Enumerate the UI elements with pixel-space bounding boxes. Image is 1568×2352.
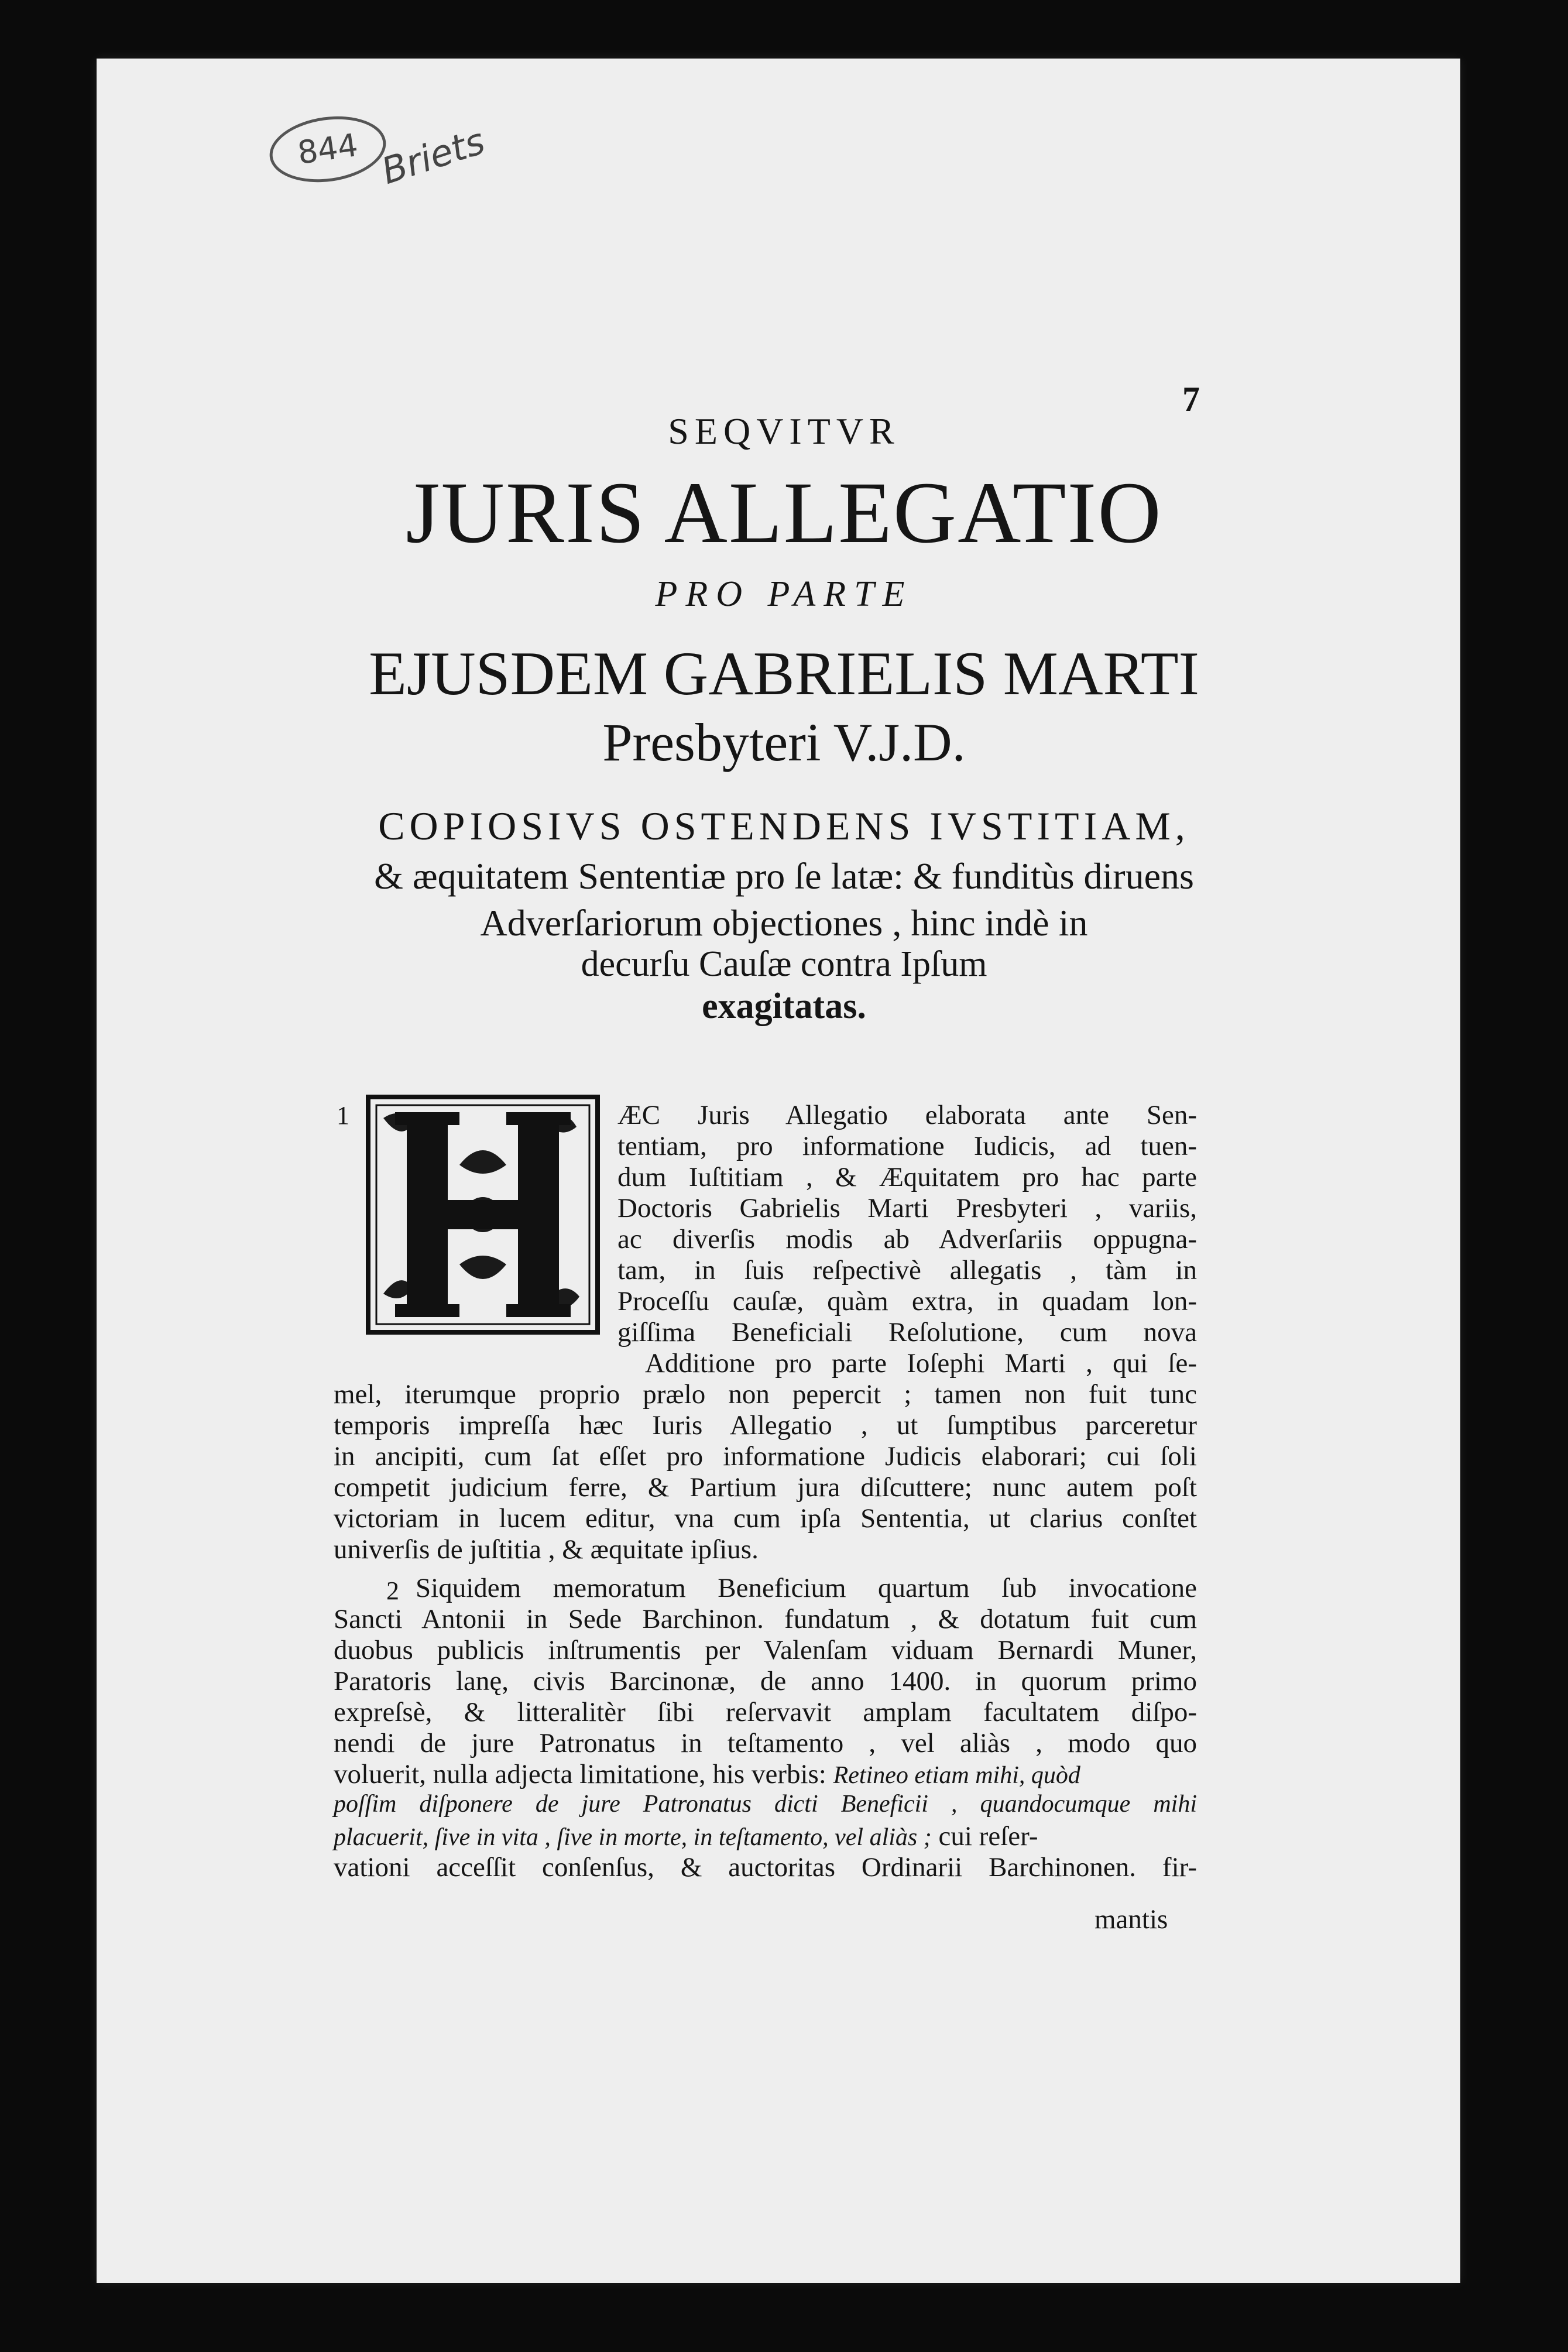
paragraph-1-line-3: dum Iuſtitiam , & Æquitatem pro hac parte	[617, 1162, 1197, 1192]
quote-tail: cui reſer-	[938, 1821, 1038, 1852]
paragraph-2-line-5: expreſsè, & litteralitèr ſibi reſervavit amplam facultatem diſpo-	[334, 1697, 1197, 1727]
paragraph-2-line-6: nendi de jure Patronatus in teſtamento , vel aliàs , modo quo	[334, 1728, 1197, 1758]
heading-presbyter: Presbyteri V.J.D.	[602, 712, 966, 772]
paragraph-2-line-7	[334, 1761, 1080, 1788]
heading-pro-parte: PRO PARTE	[655, 574, 913, 614]
paragraph-1-line-9: Additione pro parte Ioſephi Marti , qui ſe-	[645, 1348, 1197, 1379]
paragraph-2-line-7-text: voluerit, nulla adjecta limitatione, his verbis:	[334, 1759, 826, 1789]
shelf-number-stamp: 844	[265, 109, 390, 190]
paragraph-1-line-13: competit judicium ferre, & Partium jura diſcuttere; nunc autem poſt	[334, 1472, 1197, 1503]
paragraph-number-2: 2	[386, 1576, 399, 1605]
paragraph-1-line-10: mel, iterumque proprio prælo non pepercit ; tamen non fuit tunc	[334, 1379, 1197, 1410]
subtitle-line-1: COPIOSIVS OSTENDENS IVSTITIAM,	[378, 804, 1190, 848]
quote-line-2: placuerit, ſive in vita , ſive in morte, in teſtamento, vel aliàs ;	[334, 1824, 932, 1851]
subtitle-line-3: Adverſariorum objectiones , hinc indè in	[480, 902, 1088, 944]
quote-inline: Retineo etiam mihi, quòd	[833, 1762, 1080, 1789]
paragraph-2-line-1: Siquidem memoratum Beneficium quartum ſub invocatione	[416, 1573, 1197, 1603]
subtitle-line-2: & æquitatem Sententiæ pro ſe latæ: & funditùs diruens	[374, 855, 1194, 897]
heading-sequitur: SEQVITVR	[668, 410, 900, 452]
paragraph-1-line-2: tentiam, pro informatione Iudicis, ad tuen-	[617, 1131, 1197, 1161]
catchword: mantis	[1094, 1904, 1168, 1935]
paragraph-1-line-1: ÆC Juris Allegatio elaborata ante Sen-	[617, 1100, 1197, 1130]
paragraph-1-line-12: in ancipiti, cum ſat eſſet pro informatione Judicis elaborari; cui ſoli	[334, 1441, 1197, 1472]
paragraph-1-line-7: Proceſſu cauſæ, quàm extra, in quadam lon-	[617, 1286, 1197, 1316]
subtitle-line-5: exagitatas.	[702, 986, 866, 1026]
handwritten-annotation: Briets	[376, 119, 490, 193]
paragraph-2-line-3: duobus publicis inſtrumentis per Valenſam viduam Bernardi Muner,	[334, 1635, 1197, 1665]
paragraph-1-line-6: tam, in ſuis reſpectivè allegatis , tàm in	[617, 1255, 1197, 1285]
paragraph-2-line-2: Sancti Antonii in Sede Barchinon. fundatum , & dotatum fuit cum	[334, 1604, 1197, 1634]
decorated-initial	[366, 1095, 600, 1335]
page-number: 7	[1182, 380, 1200, 419]
paragraph-number-1: 1	[337, 1101, 349, 1130]
heading-party: EJUSDEM GABRIELIS MARTI	[369, 639, 1199, 708]
quote-line-1: poſſim diſponere de jure Patronatus dicti Beneficii , quandocumque mihi	[334, 1791, 1197, 1818]
decorated-initial-art	[366, 1095, 600, 1335]
paragraph-1-line-8: giſſima Beneficiali Reſolutione, cum nova	[617, 1317, 1197, 1348]
paragraph-2-line-9	[334, 1823, 1038, 1850]
paragraph-1-line-5: ac diverſis modis ab Adverſariis oppugna-	[617, 1224, 1197, 1254]
heading-title: JURIS ALLEGATIO	[406, 464, 1162, 561]
paragraph-2-line-10: vationi acceſſit conſenſus, & auctoritas Ordinarii Barchinonen. fir-	[334, 1852, 1197, 1883]
subtitle-line-4: decurſu Cauſæ contra Ipſum	[581, 944, 987, 984]
paragraph-2-line-4: Paratoris lanę, civis Barcinonæ, de anno 1400. in quorum primo	[334, 1666, 1197, 1696]
paragraph-1-line-11: temporis impreſſa hæc Iuris Allegatio , ut ſumptibus parceretur	[334, 1410, 1197, 1441]
paragraph-1-line-15: univerſis de juſtitia , & æquitate ipſius.	[334, 1534, 759, 1565]
paragraph-1-line-4: Doctoris Gabrielis Marti Presbyteri , variis,	[617, 1193, 1197, 1223]
paragraph-1-line-14: victoriam in lucem editur, vna cum ipſa Sententia, ut clarius conſtet	[334, 1503, 1197, 1534]
